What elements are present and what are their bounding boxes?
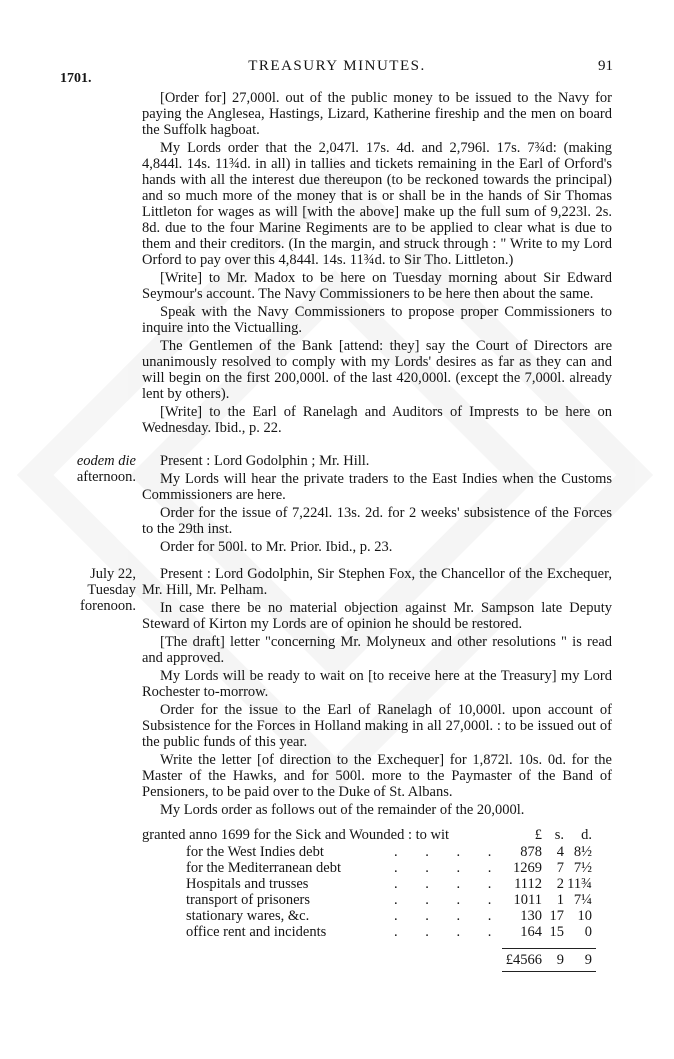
margin-date-july22: July 22, (90, 566, 136, 582)
paragraph: My Lords will be ready to wait on [to receive here at the Treasury] my Lord Rochester to-morrow. (142, 668, 612, 700)
row-pence: 10 (577, 908, 592, 924)
margin-date-eodem: eodem die (76, 453, 136, 469)
paragraph: In case there be no material objection against Mr. Sampson late Deputy Steward of Kirton my Lords are of opinion he should be restored. (142, 600, 612, 632)
paragraph: Order for the issue to the Earl of Ranelagh of 10,000l. upon account of Subsistence for the Forces in Holland making in all 27,000l. : to be issued out of the public funds of this year. (142, 702, 612, 750)
table-row (142, 909, 612, 925)
table-row (142, 845, 612, 861)
row-shillings: 15 (549, 924, 564, 940)
paragraph: My Lords will hear the private traders to the East Indies when the Customs Commissioners are here. (142, 471, 612, 503)
row-label: office rent and incidents (186, 924, 327, 940)
column-pounds: £ (534, 827, 542, 843)
row-label: Hospitals and trusses (186, 876, 309, 892)
row-pounds: 878 (520, 844, 542, 860)
paragraph: Present : Lord Godolphin, Sir Stephen Fox, the Chancellor of the Exchequer, Mr. Hill, Mr. Pelham. (142, 566, 612, 598)
total-pence: 9 (584, 952, 592, 968)
table-row (142, 861, 612, 877)
paragraph: [Order for] 27,000l. out of the public money to be issued to the Navy for paying the Anglesea, Hastings, Lizard, Katherine fireship and the men on board the Suffolk hagboat. (142, 90, 612, 138)
minutes-block-1 (142, 90, 612, 436)
year-margin: 1701. (60, 71, 92, 86)
row-shillings: 4 (556, 844, 564, 860)
total-row (142, 953, 612, 969)
row-shillings: 1 (556, 892, 564, 908)
row-pounds: 164 (520, 924, 542, 940)
paragraph: My Lords order as follows out of the remainder of the 20,000l. (160, 802, 525, 818)
paragraph: Present : Lord Godolphin ; Mr. Hill. (160, 453, 370, 469)
margin-time-afternoon: afternoon. (76, 469, 136, 485)
paragraph: [The draft] letter "concerning Mr. Molyneux and other resolutions " is read and approved. (142, 634, 612, 666)
margin-day-tuesday: Tuesday (87, 582, 136, 598)
leader-dots: . . . . (394, 844, 504, 860)
row-pounds: 1269 (513, 860, 542, 876)
leader-dots: . . . . (394, 908, 504, 924)
row-label: transport of prisoners (186, 892, 311, 908)
row-label: stationary wares, &c. (186, 908, 310, 924)
page-number: 91 (598, 58, 613, 74)
paragraph: [Write] to the Earl of Ranelagh and Auditors of Imprests to be here on Wednesday. Ibid., p. 22. (142, 404, 612, 436)
table-row (142, 893, 612, 909)
row-pence: 7¼ (573, 892, 592, 908)
paragraph: My Lords order that the 2,047l. 17s. 4d. and 2,796l. 17s. 7¾d: (making 4,844l. 14s. 11¾d. in all) in tallies and tickets remaining in the Earl of Orford's hands with all the interest due thereupon (to be reckoned towards the principal) and so much more of the money that is or shall be in the hands of Sir Thomas Littleton for wages as will [with the above] make up the full sum of 9,223l. 2s. 8d. due to the four Marine Regiments are to be applied to clear what is due to them and their creditors. (In the margin, and struck through : " Write to my Lord Orford to pay over this 4,844l. 14s. 11¾d. to Sir Tho. Littleton.) (142, 140, 612, 268)
leader-dots: . . . . (394, 876, 504, 892)
leader-dots: . . . . (394, 924, 504, 940)
total-shillings: 9 (556, 952, 564, 968)
running-title: TREASURY MINUTES. (248, 58, 426, 74)
column-pence: d. (581, 827, 592, 843)
row-pence: 7½ (573, 860, 592, 876)
row-shillings: 7 (556, 860, 564, 876)
paragraph: Speak with the Navy Commissioners to propose proper Commissioners to inquire into the Victualling. (142, 304, 612, 336)
paragraph: The Gentlemen of the Bank [attend: they] say the Court of Directors are unanimously resolved to comply with my Lords' desires as far as they can and will begin on the first 200,000l. of the last 420,000l. (except the 7,000l. already lent by others). (142, 338, 612, 402)
row-label: for the Mediterranean debt (186, 860, 341, 876)
table-intro: granted anno 1699 for the Sick and Wounded : to wit (142, 827, 450, 843)
row-pence: 0 (584, 924, 592, 940)
account-table (142, 828, 612, 978)
paragraph: Write the letter [of direction to the Exchequer] for 1,872l. 10s. 0d. for the Master of the Hawks, and for 500l. more to the Paymaster of the Band of Pensioners, to be paid over to the Duke of St. Albans. (142, 752, 612, 800)
table-header-row (142, 828, 612, 844)
row-label: for the West Indies debt (186, 844, 324, 860)
paragraph: Order for 500l. to Mr. Prior. Ibid., p. 23. (160, 539, 393, 555)
row-shillings: 17 (549, 908, 564, 924)
leader-dots: . . . . (394, 892, 504, 908)
total-rule-bottom (502, 971, 596, 972)
table-row (142, 925, 612, 941)
row-pence: 11¾ (567, 876, 592, 892)
table-row (142, 877, 612, 893)
row-shillings: 2 (556, 876, 564, 892)
row-pounds: 1112 (514, 876, 542, 892)
margin-time-forenoon: forenoon. (80, 598, 136, 614)
total-pounds: £4566 (505, 952, 542, 968)
total-rule-top (502, 948, 596, 949)
paragraph: Order for the issue of 7,224l. 13s. 2d. for 2 weeks' subsistence of the Forces to the 29th inst. (142, 505, 612, 537)
row-pounds: 130 (520, 908, 542, 924)
paragraph: [Write] to Mr. Madox to be here on Tuesday morning about Sir Edward Seymour's account. The Navy Commissioners to be here then about the same. (142, 270, 612, 302)
column-shillings: s. (554, 827, 564, 843)
row-pence: 8½ (573, 844, 592, 860)
leader-dots: . . . . (394, 860, 504, 876)
minutes-block-3 (142, 566, 612, 818)
row-pounds: 1011 (513, 892, 542, 908)
minutes-block-2 (142, 453, 612, 555)
